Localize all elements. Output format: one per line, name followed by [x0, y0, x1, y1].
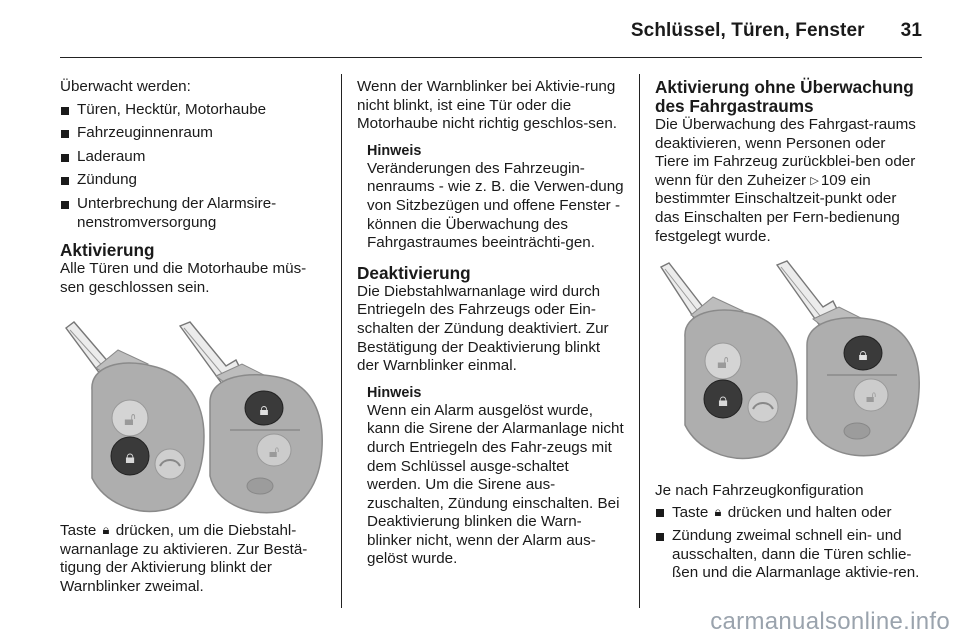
note-text: Wenn ein Alarm ausgelöst wurde, kann die Sirene der Alarmanlage nicht durch Entriegeln des Fahr-zeugs mit dem Schlüssel ausge-schaltet werden. Um die Sirene aus-zuschalten, Zündung einschalten. Bei Deaktivierung blinken die Warn-blinker nicht, wenn der Alarm aus-gelöst wurde. [367, 401, 624, 568]
lock-icon: 🔒︎ [259, 400, 269, 420]
unlock-icon: 🔓︎ [717, 352, 729, 373]
lock-icon: 🔒︎ [125, 447, 135, 468]
configuration-list [655, 503, 923, 583]
lock-icon: 🔒︎ [858, 345, 868, 365]
list-item: Fahrzeuginnenraum [60, 124, 326, 143]
page-reference-arrow-icon: ▷ [810, 174, 819, 187]
note-interior [367, 142, 625, 253]
list-item: Zündung [60, 171, 326, 190]
note-alarm [367, 384, 625, 569]
list-item: Laderaum [60, 148, 326, 167]
unlock-icon: 🔓︎ [865, 387, 877, 406]
lock-icon: 🔒︎ [714, 503, 722, 519]
key-left [661, 263, 797, 458]
section-heading-no-interior: Aktivierung ohne Überwachung des Fahrgastraums [655, 77, 914, 116]
no-interior-paragraph: Die Überwachung des Fahrgast-raums deaktivieren, wenn Personen oder Tiere im Fahrzeug zurückblei-ben oder wenn für den Zuheizer ▷ 109 ein bestimmter Einschaltzeit-punkt oder das Einschalten per Fern-bedienung festgelegt wurde. [655, 116, 916, 245]
list-item: Unterbrechung der Alarmsire-nenstromversorgung [60, 195, 326, 232]
lock-icon: 🔒︎ [102, 522, 110, 537]
column-divider-2 [639, 74, 640, 608]
column-3 [655, 78, 923, 246]
activation-paragraph: Alle Türen und die Motorhaube müs-sen geschlossen sein. [60, 260, 307, 296]
column-divider-1 [341, 74, 342, 608]
deactivation-paragraph: Die Diebstahlwarnanlage wird durch Entriegeln des Fahrzeugs oder Ein-schalten der Zündung deaktiviert. Zur Bestätigung der Deaktivierung blinkt der Warnblinker einmal. [357, 282, 609, 375]
key-fob-illustration-activation [60, 306, 328, 516]
section-heading-aktivierung: Aktivierung [60, 240, 155, 261]
activation-failure-paragraph: Wenn der Warnblinker bei Aktivie-rung nicht blinkt, ist eine Tür oder die Motorhaube nicht richtig geschlos-sen. [357, 78, 618, 133]
key-left [66, 322, 204, 511]
monitored-intro: Überwacht werden: [60, 78, 191, 95]
configuration-block [655, 482, 923, 588]
list-item: Taste 🔒︎ drücken und halten oder [655, 503, 923, 523]
note-text: Veränderungen des Fahrzeugin-nenraums - wie z. B. die Verwen-dung von Sitzbezügen und offene Fenster - können die Überwachung des Fahrgastraumes beeinträchti-gen. [367, 159, 624, 252]
unlock-icon: 🔓︎ [268, 442, 280, 461]
list-item: Türen, Hecktür, Motorhaube [60, 101, 326, 120]
key-right [777, 261, 919, 456]
key-fob-illustration-no-interior [655, 255, 923, 463]
page-number: 31 [900, 20, 922, 41]
chapter-title: Schlüssel, Türen, Fenster [630, 20, 865, 41]
configuration-intro: Je nach Fahrzeugkonfiguration [655, 482, 864, 499]
list-item: Zündung zweimal schnell ein- und ausschalten, dann die Türen schlie-ßen und die Alarmanlage aktivie-ren. [655, 527, 923, 583]
column-2 [357, 78, 625, 569]
column-1 [60, 78, 326, 297]
running-title [60, 20, 922, 42]
note-heading: Hinweis [367, 142, 422, 159]
note-heading: Hinweis [367, 384, 422, 401]
lock-icon: 🔒︎ [718, 390, 728, 411]
activation-instruction: Taste 🔒︎ drücken, um die Diebstahl-warnanlage zu aktivieren. Zur Bestä-tigung der Aktivierung blinkt der Warnblinker zweimal. [60, 522, 308, 595]
watermark: carmanualsonline.info [710, 608, 950, 635]
page-reference[interactable]: 109 [820, 171, 847, 189]
header-rule [60, 57, 922, 58]
unlock-icon: 🔓︎ [124, 409, 136, 430]
section-heading-deaktivierung: Deaktivierung [357, 262, 471, 283]
monitored-list [60, 101, 326, 233]
page-header [60, 0, 922, 60]
